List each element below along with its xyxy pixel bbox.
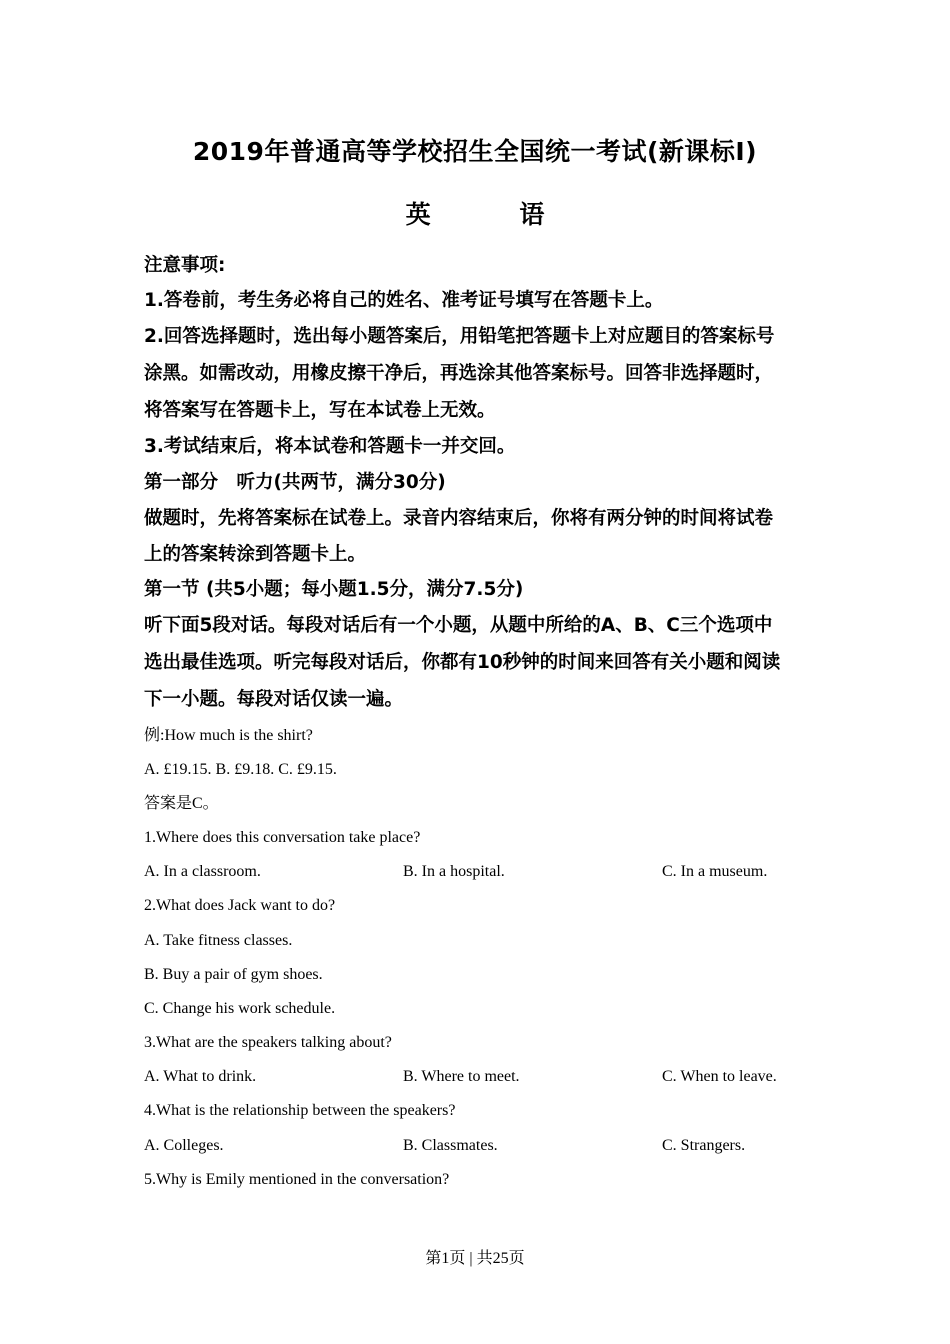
notice-line-2a: 2.回答选择题时，选出每小题答案后，用铅笔把答题卡上对应题目的答案标号 [144,326,775,347]
notice-heading: 注意事项: [144,255,226,276]
question-2-option-a: A. Take fitness classes. [144,932,293,949]
notice-line-2b: 涂黑。如需改动，用橡皮擦干净后，再选涂其他答案标号。回答非选择题时， [144,363,774,384]
question-3-option-c: C. When to leave. [662,1068,777,1085]
question-4-option-a: A. Colleges. [144,1137,224,1154]
question-4-option-b: B. Classmates. [403,1137,498,1154]
page-number: 第1页 | 共25页 [425,1250,525,1267]
example-answer: 答案是C。 [144,795,219,812]
question-3: 3.What are the speakers talking about? [144,1034,392,1051]
question-1-option-a: A. In a classroom. [144,863,261,880]
section1-heading: 第一节 (共5小题；每小题1.5分，满分7.5分) [144,579,524,600]
section1-intro-b: 选出最佳选项。听完每段对话后，你都有10秒钟的时间来回答有关小题和阅读 [144,652,781,673]
question-1: 1.Where does this conversation take place? [144,829,421,846]
question-2: 2.What does Jack want to do? [144,897,336,914]
example-options: A. £19.15. B. £9.18. C. £9.15. [144,761,337,778]
question-3-option-b: B. Where to meet. [403,1068,520,1085]
example-question: 例:How much is the shirt? [144,727,313,744]
part1-intro-b: 上的答案转涂到答题卡上。 [144,544,367,565]
subject-title: 英 语 [405,200,585,229]
part1-heading: 第一部分 听力(共两节，满分30分) [144,472,446,493]
question-4: 4.What is the relationship between the speakers? [144,1102,456,1119]
section1-intro-c: 下一小题。每段对话仅读一遍。 [144,689,404,710]
section1-intro-a: 听下面5段对话。每段对话后有一个小题，从题中所给的A、B、C三个选项中 [144,615,773,636]
question-1-option-b: B. In a hospital. [403,863,505,880]
question-2-option-b: B. Buy a pair of gym shoes. [144,966,323,983]
notice-line-3: 3.考试结束后，将本试卷和答题卡一并交回。 [144,436,516,457]
notice-line-2c: 将答案写在答题卡上，写在本试卷上无效。 [144,400,496,421]
question-4-option-c: C. Strangers. [662,1137,746,1154]
question-2-option-c: C. Change his work schedule. [144,1000,336,1017]
question-3-option-a: A. What to drink. [144,1068,257,1085]
question-1-option-c: C. In a museum. [662,863,768,880]
exam-title: 2019年普通高等学校招生全国统一考试(新课标Ⅰ) [192,137,758,166]
notice-line-1: 1.答卷前，考生务必将自己的姓名、准考证号填写在答题卡上。 [144,290,664,311]
question-5: 5.Why is Emily mentioned in the conversation? [144,1171,450,1188]
part1-intro-a: 做题时，先将答案标在试卷上。录音内容结束后，你将有两分钟的时间将试卷 [144,508,774,529]
